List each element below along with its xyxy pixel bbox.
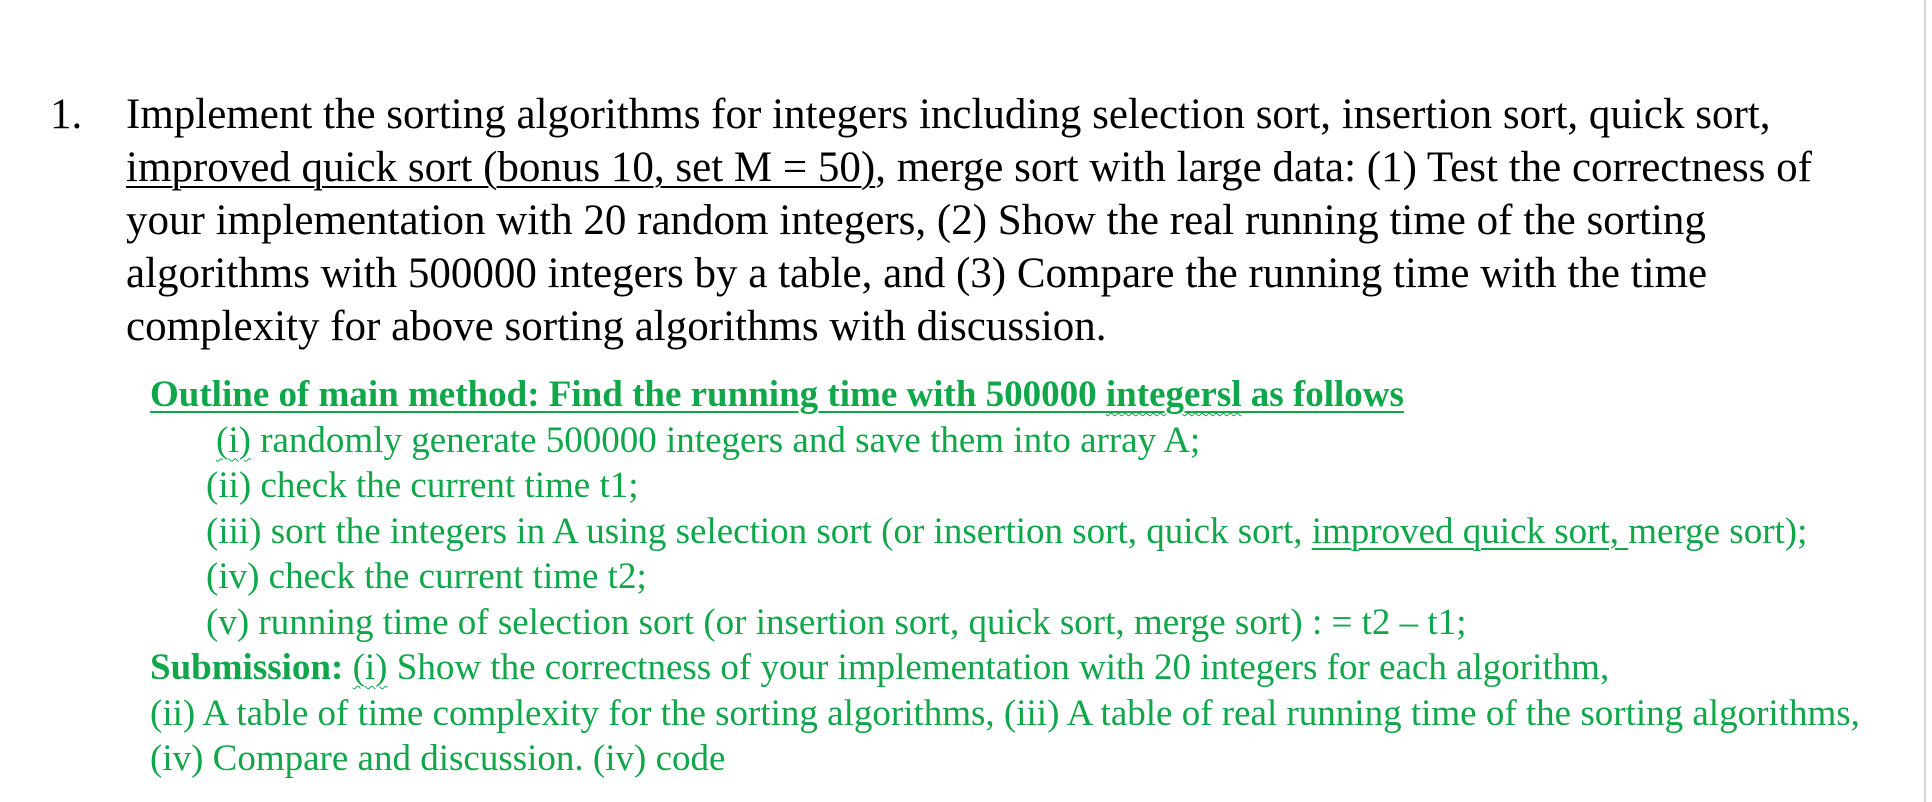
bonus-underlined-text: improved quick sort (bonus 10, set M = 50) [126, 144, 876, 191]
step-underlined-text: improved quick sort, [1311, 510, 1629, 552]
question-line-rest: , merge sort with large data: (1) Test the correctness of [875, 144, 1812, 191]
outline-section [150, 372, 1920, 782]
question-line: complexity for above sorting algorithms with discussion. [126, 303, 1107, 350]
question-text [126, 88, 1910, 353]
submission-label: Submission: [150, 647, 344, 688]
outline-title-end: as follows [1241, 374, 1404, 415]
outline-step-5: (v) running time of selection sort (or insertion sort, quick sort, merge sort) : = t2 – t1; [206, 601, 1467, 643]
misspelled-word: integersl [1105, 374, 1242, 415]
question-1 [50, 88, 1910, 353]
submission-line-2: (ii) A table of time complexity for the sorting algorithms, (iii) A table of real running time of the sorting algorithms, [150, 692, 1860, 734]
submission-marker: (i) [352, 647, 388, 688]
outline-step-2: (ii) check the current time t1; [206, 465, 639, 506]
question-line: your implementation with 20 random integers, (2) Show the real running time of the sorting [126, 197, 1706, 244]
question-number: 1. [50, 91, 83, 138]
outline-title-main: Outline of main method: Find the running time with 500000 [150, 374, 1106, 415]
outline-step-1 [150, 418, 1920, 464]
submission-line-3: (iv) Compare and discussion. (iv) code [150, 738, 726, 779]
submission-line-1 [150, 645, 1920, 691]
step-text-end: merge sort); [1628, 510, 1808, 552]
question-line: Implement the sorting algorithms for integers including selection sort, insertion sort, quick sort, [126, 91, 1771, 138]
outline-title [150, 372, 1920, 418]
step-text: (iii) sort the integers in A using selection sort (or insertion sort, quick sort, [206, 510, 1312, 552]
submission-text: Show the correctness of your implementation with 20 integers for each algorithm, [387, 647, 1610, 688]
question-line: algorithms with 500000 integers by a table, and (3) Compare the running time with the time [126, 250, 1708, 297]
outline-step-3 [150, 509, 1920, 555]
step-marker: (i) [216, 419, 251, 461]
step-text: randomly generate 500000 integers and save them into array A; [250, 419, 1201, 461]
question-line [126, 141, 1910, 194]
outline-step-4: (iv) check the current time t2; [206, 556, 647, 597]
page-edge-divider [1924, 0, 1926, 802]
